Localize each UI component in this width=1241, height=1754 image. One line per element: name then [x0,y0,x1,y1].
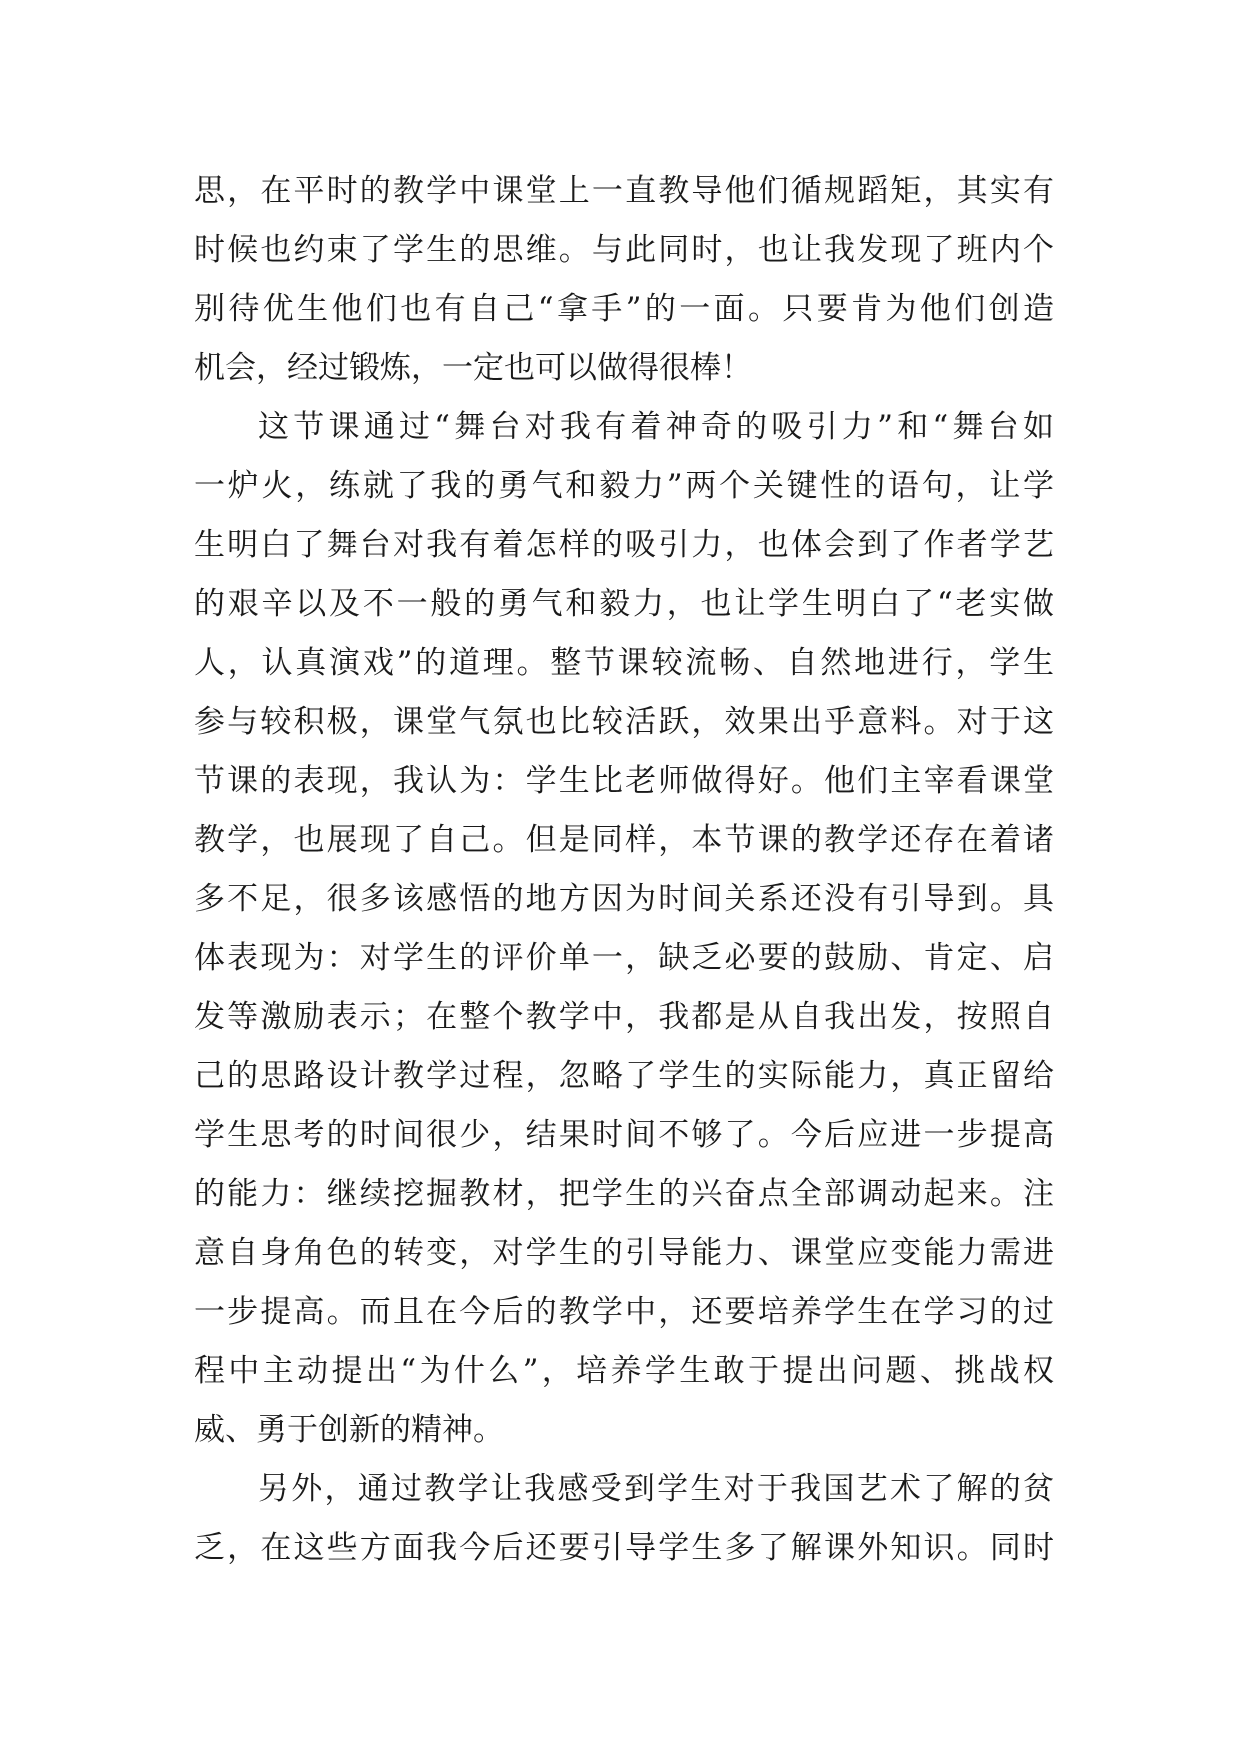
text-line: 乏，在这些方面我今后还要引导学生多了解课外知识。同时 [194,1530,1054,1566]
text-line: 一步提高。而且在今后的教学中，还要培养学生在学习的过 [194,1294,1054,1330]
text-line: 的能力：继续挖掘教材，把学生的兴奋点全部调动起来。注 [194,1176,1054,1212]
text-line: 学生思考的时间很少，结果时间不够了。今后应进一步提高 [194,1117,1054,1153]
text-line: 发等激励表示；在整个教学中，我都是从自我出发，按照自 [194,999,1054,1035]
text-line: 别待优生他们也有自己“拿手”的一面。只要肯为他们创造 [194,291,1054,327]
text-line: 这节课通过“舞台对我有着神奇的吸引力”和“舞台如 [258,409,1054,445]
text-line: 体表现为：对学生的评价单一，缺乏必要的鼓励、肯定、启 [194,940,1054,976]
text-line: 思，在平时的教学中课堂上一直教导他们循规蹈矩，其实有 [194,173,1054,209]
text-line: 程中主动提出“为什么”，培养学生敢于提出问题、挑战权 [194,1353,1054,1389]
body-text [194,162,1054,1578]
text-line: 一炉火，练就了我的勇气和毅力”两个关键性的语句，让学 [194,468,1054,504]
text-line: 参与较积极，课堂气氛也比较活跃，效果出乎意料。对于这 [194,704,1054,740]
text-line: 意自身角色的转变，对学生的引导能力、课堂应变能力需进 [194,1235,1054,1271]
paragraph [194,1460,1054,1578]
text-line: 己的思路设计教学过程，忽略了学生的实际能力，真正留给 [194,1058,1054,1094]
text-line: 节课的表现，我认为：学生比老师做得好。他们主宰看课堂 [194,763,1054,799]
paragraph [194,162,1054,398]
text-line: 教学，也展现了自己。但是同样，本节课的教学还存在着诸 [194,822,1054,858]
text-line: 另外，通过教学让我感受到学生对于我国艺术了解的贫 [258,1471,1054,1507]
text-line: 威、勇于创新的精神。 [194,1412,504,1448]
text-line: 时候也约束了学生的思维。与此同时，也让我发现了班内个 [194,232,1054,268]
text-line: 的艰辛以及不一般的勇气和毅力，也让学生明白了“老实做 [194,586,1054,622]
text-line: 机会，经过锻炼，一定也可以做得很棒！ [194,350,752,386]
text-line: 生明白了舞台对我有着怎样的吸引力，也体会到了作者学艺 [194,527,1054,563]
paragraph [194,398,1054,1460]
text-line: 人，认真演戏”的道理。整节课较流畅、自然地进行，学生 [194,645,1054,681]
text-line: 多不足，很多该感悟的地方因为时间关系还没有引导到。具 [194,881,1054,917]
